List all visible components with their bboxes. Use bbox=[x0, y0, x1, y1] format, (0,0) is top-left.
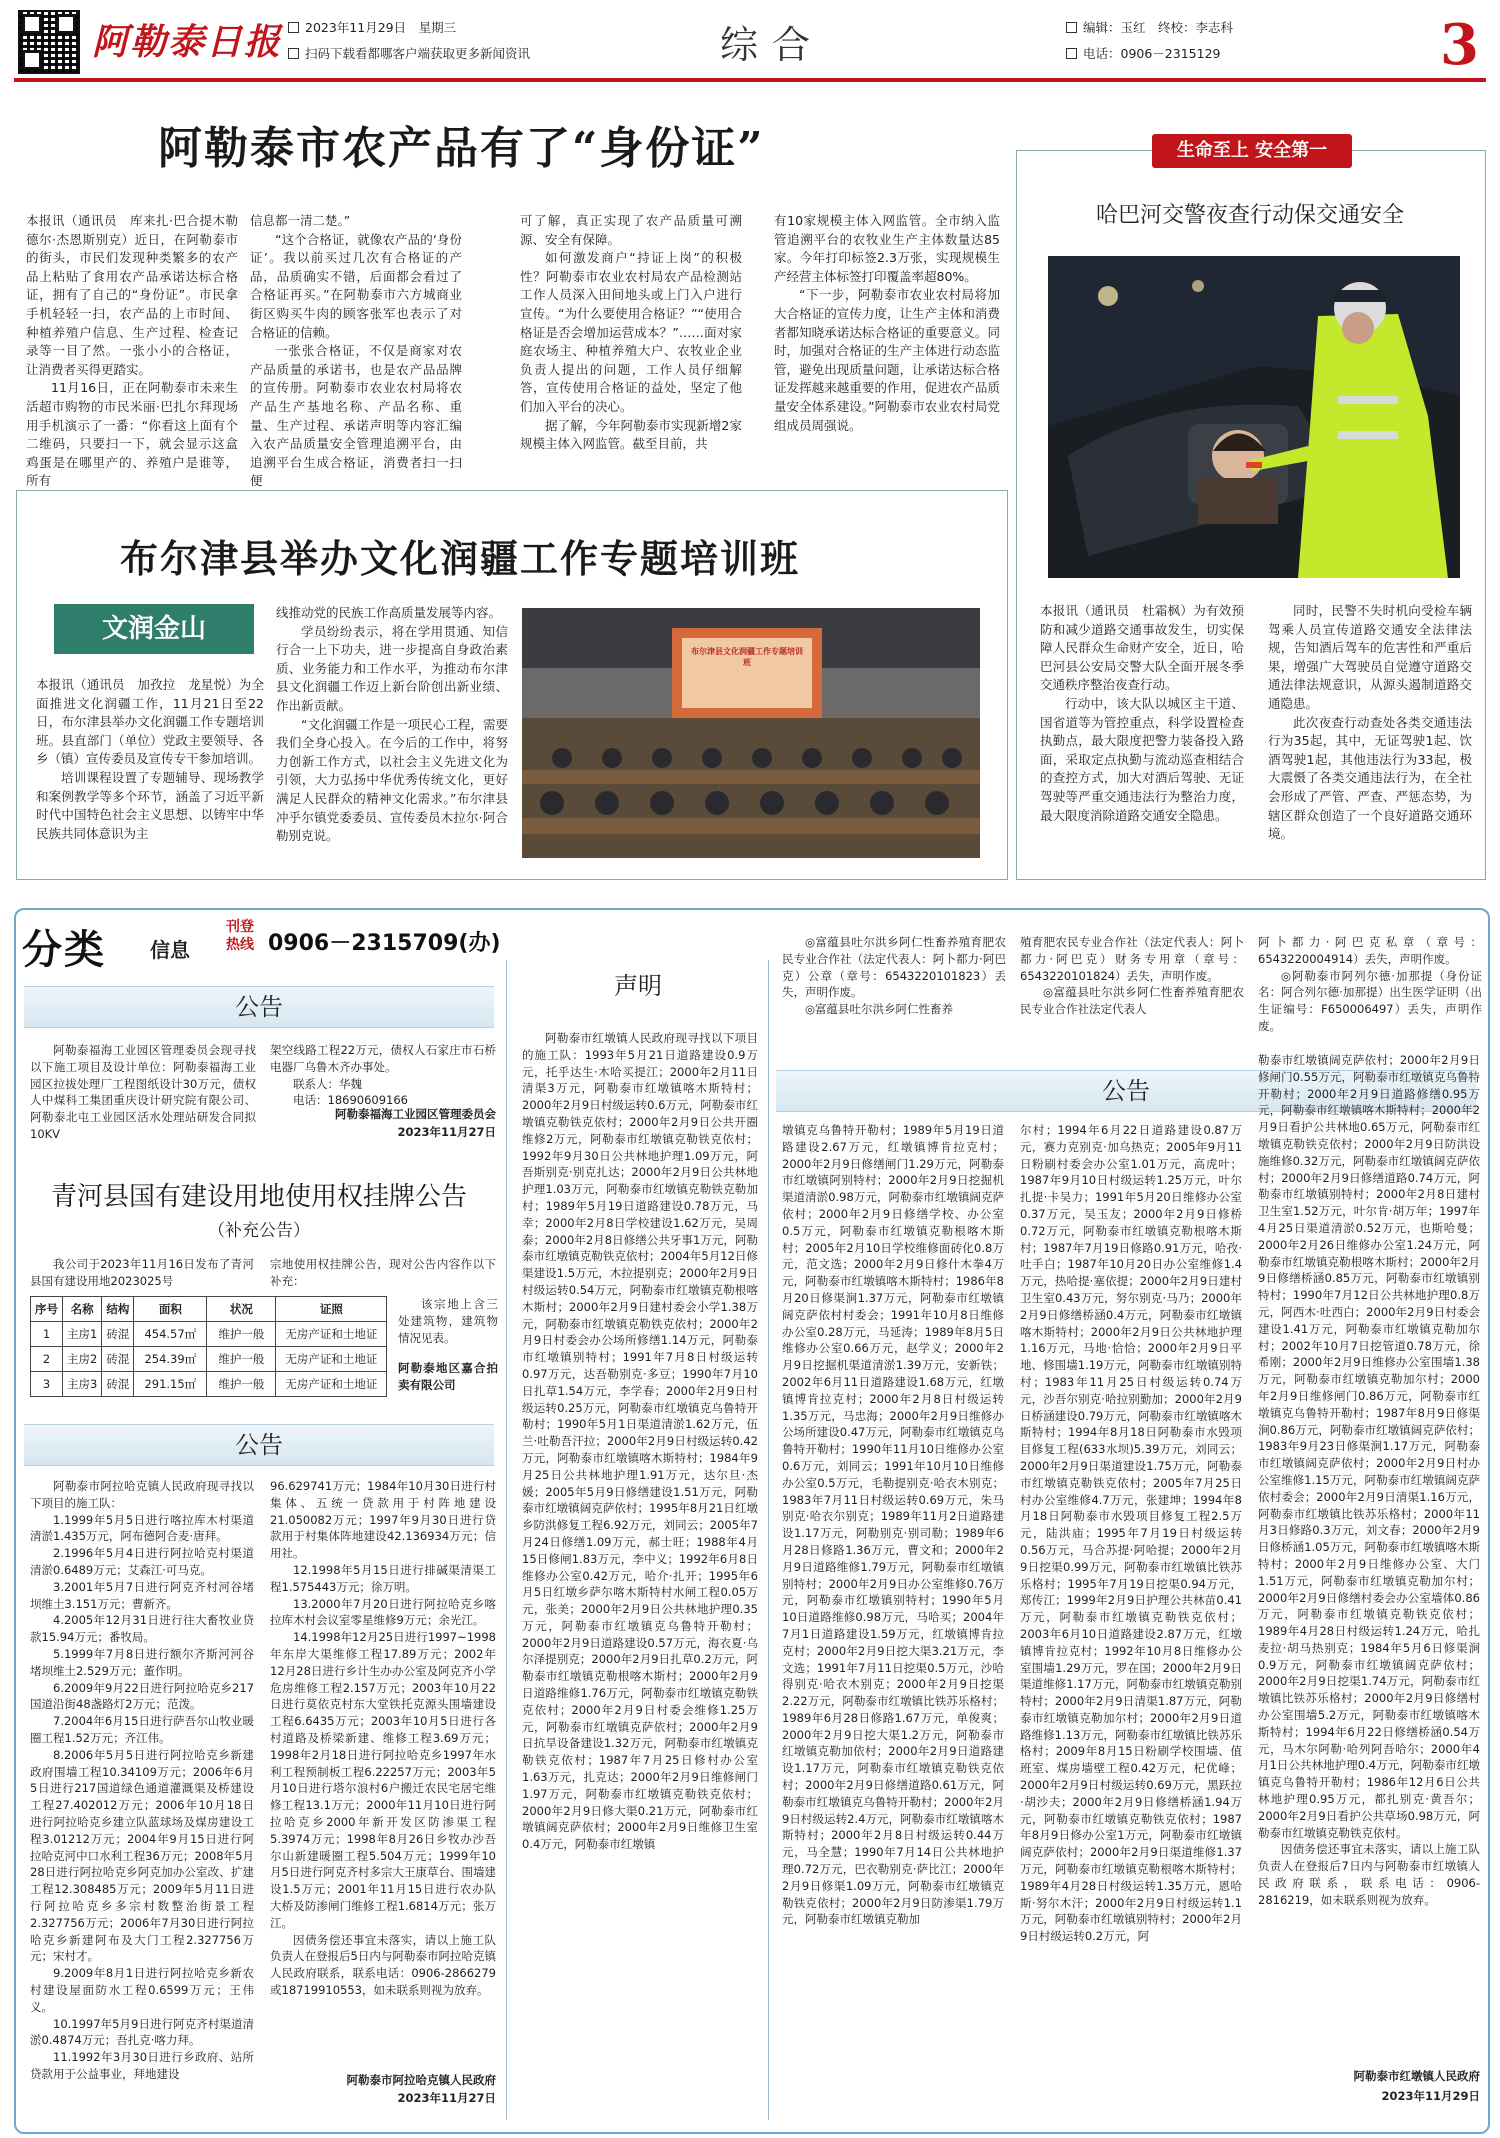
traffic-police-photo bbox=[1048, 256, 1460, 578]
newspaper-logo: 阿勒泰日报 bbox=[92, 21, 283, 63]
page-number: 3 bbox=[1440, 12, 1479, 78]
article1-headline: 阿勒泰市农产品有了“身份证” bbox=[158, 123, 765, 174]
statement-banner: 声明 bbox=[614, 972, 662, 1000]
column-badge: 文润金山 bbox=[54, 604, 254, 654]
table-header: 面积 bbox=[134, 1297, 207, 1322]
tender-subtitle: （补充公告） bbox=[208, 1221, 310, 1241]
tender-title: 青河县国有建设用地使用权挂牌公告 bbox=[50, 1182, 467, 1212]
article1-col2: 信息都一清二楚。” “这个合格证，就像农产品的‘身份证’。我以前买过几次有合格证的产品，品质确实不错，后面都会看过了合格证再买。”在阿勒泰市六方城商业街区购买牛肉的顾客张军也表示了对合格证的信赖。 一张张合格证，不仅是商家对农产品质量的承诺书，也是农产品品牌的宣传册。阿勒泰市农业农村局将农产品生产基地名称、产品名称、重量、生产过程、承诺声明等内容汇编入农产品质量安全管理追溯平台，由追溯平台生成合格证，消费者扫一扫便 bbox=[250, 213, 462, 489]
section-name: 综合 bbox=[720, 23, 825, 67]
sidebar-tag: 生命至上 安全第一 bbox=[1152, 134, 1352, 168]
table-row: 1 主房1 砖混 454.57㎡ 维护一般 无房产证和土地证 bbox=[31, 1322, 387, 1347]
sidebar-title: 哈巴河交警夜查行动保交通安全 bbox=[1095, 203, 1404, 228]
masthead-rule bbox=[14, 78, 1486, 82]
phone-line: 电话：0906－2315129 bbox=[1066, 44, 1220, 62]
article2-col2: 线推动党的民族工作高质量发展等内容。 学员纷纷表示，将在学用贯通、知信行合一上下功夫，进一步提高自身政治素质、业务能力和工作水平，为推动布尔津县文化润疆工作迈上新台阶创出新业绩、作出新贡献。 “文化润疆工作是一项民心工程，需要我们全身心投入。在今后的工作中，将努力创新工作方式，以社会主义先进文化为引领，大力弘扬中华优秀传统文化，更好满足人民群众的精神文化需求。”布尔津县冲乎尔镇党委委员、宣传委员木拉尔·阿合勒别克说。 bbox=[276, 605, 508, 844]
tender-signer: 阿勒泰地区嘉合拍卖有限公司 bbox=[398, 1361, 498, 1392]
notice1-col1: 阿勒泰福海工业园区管理委员会现寻找以下施工项目及设计单位：阿勒泰福海工业园区拉拔处理厂工程图纸设计30万元，债权人中煤科工集团重庆设计研究院有限公司、阿勒泰北屯工业园区活水处理站研发合同拟10KV bbox=[30, 1043, 256, 1141]
article2-headline: 布尔津县举办文化润疆工作专题培训班 bbox=[120, 536, 801, 581]
classified-subheading: 信息 bbox=[150, 938, 190, 962]
land-table bbox=[30, 1296, 387, 1397]
checkbox-icon bbox=[1066, 22, 1077, 33]
screen-text: 布尔津县文化润疆工作专题培训班 bbox=[691, 647, 803, 667]
notice3-col3: 勒泰市红墩镇阔克萨依村；2000年2月9日修闸门0.55万元，阿勒泰市红墩镇克乌鲁特开勒村；2000年2月9日道路修缮0.95万元，阿勒泰市红墩镇喀木斯特村；2000年2月9日看护公共林地0.65万元，阿勒泰市红墩镇克勒铁克依村；2000年2月9日防洪设施维修0.32万元，阿勒泰市红墩镇阔克萨依村；2000年2月9日修缮道路0.74万元，阿勒泰市红墩镇别特村；2000年2月8日建村卫生室1.52万元，叶尔肯·胡万年；1997年4月25日渠道清淤0.52万元，也斯哈曼；2000年2月26日维修办公室1.24万元，阿勒泰市红墩镇克勒根喀木斯村；2000年2月9日修缮桥涵0.85万元，阿勒泰市红墩镇别特村；1990年7月12日公共林地护理0.8万元，阿西木·吐西白；2000年2月9日村委会建设1.41万元，阿勒泰市红墩镇克勒加尔村；2002年10月7日挖管道0.78万元，徐希刚；2000年2月9日维修办公室围墙1.38万元，阿勒泰市红墩镇克勒加尔村；2000年2月9日维修闸门0.86万元，阿勒泰市红墩镇克乌鲁特开勒村；1987年8月9日修渠涧0.86万元，阿勒泰市红墩镇阔克萨依村；1983年9月23日修渠涧1.17万元，阿勒泰市红墩镇阔克萨依村；2000年2月9日村办公室维修1.15万元，阿勒泰市红墩镇阔克萨依村委会；2000年2月9日清渠1.16万元，阿勒泰市红墩镇比铁苏乐格村；2000年11月3日修路0.3万元，刘文春；2000年2月9日修桥涵1.05万元，阿勒泰市红墩镇喀木斯特村；2000年2月9日维修办公室、大门1.51万元，阿勒泰市红墩镇克勒加尔村；2000年2月9日修缮村委会办公室墙体0.86万元，阿勒泰市红墩镇克勒铁克依村；1989年4月28日村级运转1.24万元，哈扎麦拉·胡马热别克；1984年5月6日修渠涧0.9万元，阿勒泰市红墩镇阔克萨依村；2000年2月9日挖渠1.74万元，阿勒泰市红墩镇比铁苏乐格村；2000年2月9日修缮村办公室围墙5.2万元，阿勒泰市红墩镇喀木斯特村；1994年6月22日修缮桥涵0.54万元，马木尔阿勒·哈列阿吾哈尔；2000年4月1日公共林地护理0.4万元，阿勒泰市红墩镇克乌鲁特开勒村；1986年12月6日公共林地护理0.95万元，都扎别克·黄吾尔；2000年2月9日看护公共草场0.98万元，阿勒泰市红墩镇克勒铁克依村。 因债务偿还事宜未落实，请以上施工队负责人在登报后7日内与阿勒泰市红墩镇人民政府联系，联系电话：0906-2816219，如未联系则视为放弃。 bbox=[1258, 1053, 1480, 1907]
column-rule bbox=[768, 960, 769, 2120]
scan-line: 扫码下载看都哪客户端获取更多新闻资讯 bbox=[288, 44, 530, 62]
checkbox-icon bbox=[1066, 48, 1077, 59]
editor-line: 编辑：玉红 终校：李志科 bbox=[1066, 18, 1233, 36]
table-header: 结构 bbox=[102, 1297, 134, 1322]
qr-code[interactable] bbox=[18, 10, 80, 74]
notice3-col1: 墩镇克乌鲁特开勒村；1989年5月19日道路建设2.67万元，红墩镇博肯拉克村；2000年2月9日修缮闸门1.29万元，阿勒泰市红墩镇阿别特村；2000年2月9日挖掘机渠道清淤0.98万元，阿勒泰市红墩镇阔克萨依村；2000年2月9日修缮学校、办公室0.5万元，阿勒泰市红墩镇克勒根喀木斯村；2005年2月10日学校维修面砖化0.8万元，范文选；2000年2月9日修什木拳4万元，阿勒泰市红墩镇喀木斯特村；1986年8月20日修渠涧1.37万元，阿勒泰市红墩镇阔克萨依村村委会；1991年10月8日维修办公室0.28万元，马延涛；1989年8月5日维修办公室0.66万元，赵学义；2000年2月9日挖掘机渠道清淤1.39万元，安新铁；2002年6月11日道路建设1.68万元，红墩镇博肯拉克村；2000年2月8日村级运转1.35万元，马忠海；2000年2月9日维修办公场所建设0.47万元，阿勒泰市红墩镇克乌鲁特开勒村；1990年11月10日维修办公室0.6万元，刘同云；1991年10月10日维修办公室0.5万元，毛勒提别克·哈衣木别克；1983年7月11日村级运转0.69万元，朱马别克·哈衣尔别克；1989年11月2日道路建设1.17万元，阿勒别克·别司勒；1989年6月28日修路1.36万元，曹文和；2000年2月9日道路维修1.79万元，阿勒泰市红墩镇别特村；2000年2月9日办公室维修0.76万元，阿勒泰市红墩镇别特村；1990年5月10日道路维修0.98万元，马哈买；2004年7月1日道路建设1.59万元，红墩镇博肯拉克村；2000年2月9日挖大渠3.21万元，李文选；1991年7月11日挖渠0.5万元，沙哈得别克·哈衣木别克；2000年2月9日挖渠2.22万元，阿勒泰市红墩镇比铁苏乐格村；1989年6月28日修路1.67万元，单俊爽；2000年2月9日挖大渠1.2万元，阿勒泰市红墩镇克勒加依村；2000年2月9日道路建设1.17万元，阿勒泰市红墩镇克勒铁克依村；2000年2月9日修缮道路0.61万元，阿勒泰市红墩镇克乌鲁特开勒村；2000年2月9日村级运转2.4万元，阿勒泰市红墩镇喀木斯特村；2000年2月8日村级运转0.44万元，马全慧；1990年7月14日公共林地护理0.72万元，巴衣勒别克·萨比江；2000年2月9日修渠1.09万元，阿勒泰市红墩镇克勒铁克依村；2000年2月9日防渗渠1.79万元，阿勒泰市红墩镇克勒加 bbox=[782, 1123, 1004, 1927]
tender-intro-right: 宗地使用权挂牌公告，现对公告内容作以下补充： bbox=[270, 1257, 496, 1288]
notice2-date: 2023年11月27日 bbox=[397, 2091, 496, 2105]
tender-note: 该宗地上含三处建筑物，建筑物情况见表。 bbox=[398, 1297, 498, 1345]
table-header: 状况 bbox=[207, 1297, 276, 1322]
classified-heading: 分类 bbox=[22, 927, 106, 973]
statement-col4: 阿卜都力·阿巴克私章（章号：6543220004914）丢失，声明作废。 ◎阿勒泰市阿列尔德·加那提（身份证名：阿合列尔德·加那提）出生医学证明（出生证编号：F650006497）丢失，声明作废。 bbox=[1258, 935, 1482, 1033]
notice1-col2: 架空线路工程22万元，债权人石家庄市石桥电器厂乌鲁木齐办事处。 联系人：华魏 电话：18690609166 bbox=[270, 1043, 496, 1108]
checkbox-icon bbox=[288, 48, 299, 59]
article2-col1: 本报讯（通讯员 加孜拉 龙星悦）为全面推进文化润疆工作，11月21日至22日，布尔津县举办文化润疆工作专题培训班。县直部门（单位）党政主要领导、各乡（镇）宣传委员及宣传专干参加培训。 培训课程设置了专题辅导、现场教学和案例教学等多个环节，涵盖了习近平新时代中国特色社会主义思想、以铸牢中华民族共同体意识为主 bbox=[36, 677, 264, 841]
article1-col1: 本报讯（通讯员 库来扎·巴合提木勒德尔·杰恩斯别克）近日，在阿勒泰市的街头，市民们发现种类繁多的农产品上粘贴了食用农产品承诺达标合格证，拥有了自己的“身份证”。市民拿手机轻轻一扫，农产品的上市时间、种植养殖户信息、生产过程、检查记录等一目了然。一张小小的合格证，让消费者买得更踏实。 11月16日，正在阿勒泰市未来生活超市购物的市民米丽·巴扎尔拜现场用手机演示了一番：“你看这上面有个二维码，只要扫一下，就会显示这盒鸡蛋是在哪里产的、养殖户是谁等，所有 bbox=[26, 213, 238, 489]
notice3-col2: 尔村；1994年6月22日道路建设0.87万元，赛力克别克·加乌热克；2005年9月11日粉刷村委会办公室1.01万元，高虎叶；1987年9月10日村级运转1.25万元，叶尔扎提·卡吴力；1991年5月20日维修办公室0.37万元，吴玉友；2000年2月9日修桥0.72万元，阿勒泰市红墩镇克勒根喀木斯村；1987年7月19日修路0.91万元，哈孜·吐手白；1987年10月20日办公室维修1.4万元，热哈提·塞依提；2000年2月9日建村卫生室0.43万元，努尔别克·马乃；2000年2月9日修缮桥涵0.4万元，阿勒泰市红墩镇喀木斯特村；2000年2月9日公共林地护理1.16万元，马地·恰恰；2000年2月9日平地、修围墙1.19万元，阿勒泰市红墩镇别特村；1983年11月25日村级运转0.74万元，沙吾尔别克·哈拉别勤加；2000年2月9日桥涵建设0.79万元，阿勒泰市红墩镇喀木斯特村；1994年8月18日阿勒泰市水毁项目修复工程(633水坝)5.39万元，刘同云；2000年2月9日渠道建设1.75万元，阿勒泰市红墩镇克勒铁克依村；2005年7月25日村办公室维修4.7万元，张建坤；1994年8月18日阿勒泰市水毁项目修复工程2.5万元，陆洪庙；1995年7月19日村级运转0.56万元，马合苏提·阿哈提；2000年2月9日挖渠0.99万元，阿勒泰市红墩镇比铁苏乐格村；1995年7月19日挖渠0.94万元，郑传江；1999年2月9日护理公共林苗0.41万元，阿勒泰市红墩镇克勒铁克依村；2003年6月10日道路建设2.87万元，红墩镇博肯拉克村；1992年10月8日维修办公室围墙1.29万元，罗在国；2000年2月9日渠道维修1.17万元，阿勒泰市红墩镇克勒别特村；2000年2月9日清渠1.87万元，阿勒泰市红墩镇克勒加尔村；2000年2月9日道路维修1.13万元，阿勒泰市红墩镇比铁苏乐格村；2009年8月15日粉刷学校围墙、值班室、煤房墙壁工程0.42万元，杞优峰；2000年2月9日村级运转0.69万元，黑跃拉·胡沙夫；2000年2月9日修缮桥涵1.94万元，阿勒泰市红墩镇克勒铁克依村；1987年8月9日修办公室1万元，阿勒泰市红墩镇阔克萨依村；2000年2月9日渠道维修1.37万元，阿勒泰市红墩镇克勒根喀木斯特村；1989年4月28日村级运转1.35万元，恩哈斯·努尔木汗；2000年2月9日村级运转1.1万元，阿勒泰市红墩镇别特村；2000年2月9日村级运转0.2万元，阿 bbox=[1020, 1123, 1242, 1944]
notice2-signer: 阿勒泰市阿拉哈克镇人民政府 bbox=[346, 2073, 496, 2087]
notice3-signer: 阿勒泰市红墩镇人民政府 bbox=[1353, 2069, 1480, 2083]
notice1-banner: 公告 bbox=[24, 986, 494, 1028]
table-header: 名称 bbox=[63, 1297, 102, 1322]
statement-col2: ◎富蕴县吐尔洪乡阿仁性畜养殖育肥农民专业合作社（法定代表人：阿卜都力·阿巴克）公章（章号：6543220101823）丢失，声明作废。 ◎富蕴县吐尔洪乡阿仁性畜养 bbox=[782, 935, 1006, 1017]
notice2-col1: 阿勒泰市阿拉哈克镇人民政府现寻找以下项目的施工队： 1.1999年5月5日进行喀拉库木村渠道清淤1.435万元，阿布德阿合麦·唐拜。 2.1996年5月4日进行阿拉哈克村渠道清淤0.6489万元；艾森江·可马克。 3.2001年5月7日进行阿克齐村河谷堵坝维土3.151万元；曹新齐。 4.2005年12月31日进行往大畜牧业贷款15.94万元；番牧局。 5.1999年7月8日进行额尔齐斯河河谷堵坝维土2.529万元；董作明。 6.2009年9月22日进行阿拉哈克乡217国道沿街48盏路灯2万元；范泼。 7.2004年6月15日进行萨吾尔山牧业暖圈工程1.52万元；齐江伟。 8.2006年5月5日进行阿拉哈克乡新建政府围墙工程10.34109万元；2006年6月5日进行217国道绿色通道灌溉渠及桥建设工程27.402012万元；2006年10月18日进行阿拉哈克乡建立队蓝球场及煤房建设工程3.01212万元；2004年9月15日进行阿拉哈克河中口水利工程36万元；2008年5月28日进行阿拉哈克乡阿克加办公室改、扩建工程12.308485万元；2009年5月11日进行阿拉哈克乡多宗村数整治街景工程2.327756万元；2006年7月30日进行阿拉哈克乡新建阿布及大门工程2.327756万元；宋村才。 9.2009年8月1日进行阿拉哈克乡新农村建设屋面防水工程0.6599万元；王伟义。 10.1997年5月9日进行阿克齐村渠道清淤0.4874万元；吾扎克·喀力拜。 11.1992年3月30日进行乡政府、站所贷款用于公益事业，拜地建设 bbox=[30, 1479, 254, 2081]
notice1-signer: 阿勒泰福海工业园区管理委员会 bbox=[335, 1107, 496, 1121]
notice3-date: 2023年11月29日 bbox=[1381, 2089, 1480, 2103]
table-header: 序号 bbox=[31, 1297, 63, 1322]
statement-col1: 阿勒泰市红墩镇人民政府现寻找以下项目的施工队：1993年5月21日道路建设0.9万元，托乎达生·木哈买提江；2000年2月11日清渠3万元，阿勒泰市红墩镇喀木斯特村；2000年2月9日村级运转0.6万元，阿勒泰市红墩镇克勒铁克依村；2000年2月9日公共开圈维修2万元，阿勒泰市红墩镇克勒铁克依村；1992年9月30日公共林地护理1.09万元，阿吾斯别克·别克扎达；2000年2月9日公共林地护理1.03万元，阿勒泰市红墩镇克勒铁克勒加村；1989年5月19日道路建设0.78万元，马幸；2000年2月8日学校建设1.62万元，吴周泰；2000年2月8日修缮公共牙事1万元，阿勒泰市红墩镇克勒铁克依村；2004年5月12日修渠建设1.5万元，木拉提别克；2000年2月9日村级运转0.54万元，阿勒泰市红墩镇克勒根喀木斯村；2000年2月9日建村委会小学1.38万元，阿勒泰市红墩镇克勒铁克依村；2000年2月9日村委会办公场所修缮1.14万元，阿勒泰市红墩镇别特村；1991年7月8日村级运转0.97万元，达吾勒别克·多豆；1990年7月10日扎草1.54万元，李学春；2000年2月9日村级运转0.25万元，阿勒泰市红墩镇克乌鲁特开勒村；1990年5月1日渠道清淤1.62万元，伍兰·吐勒吾汗拉；2000年2月9日村级运转0.42万元，阿勒泰市红墩镇喀木斯特村；1984年9月25日公共林地护理1.91万元，达尔旦·杰媛；2005年5月9日修缮建设1.51万元，阿勒泰市红墩镇阔克萨依村；1995年8月21日红墩乡防洪修复工程6.92万元，刘同云；2005年7月24日修缮1.09万元，郝士旺；1988年4月15日修闸1.83万元，李中义；1992年6月8日维修办公室0.42万元，哈介·扎开；1995年6月5日红墩乡萨尔喀木斯特村水闸工程0.05万元，张美；2000年2月9日公共林地护理0.35万元，阿勒泰市红墩镇克乌鲁特开勒村；2000年2月9日道路建设0.57万元，海衣夏·乌尔泽提别克；2000年2月9日扎草0.2万元，阿勒泰市红墩镇克勒根喀木斯村；2000年2月9日道路维修1.76万元，阿勒泰市红墩镇克勒铁克依村；2000年2月9日村委会维修1.25万元，阿勒泰市红墩镇克萨依村；2000年2月9日抗旱设备建设1.32万元，阿勒泰市红墩镇克勒铁克依村；1987年7月25日修村办公室1.63万元，扎克达；2000年2月9日维修闸门1.97万元，阿勒泰市红墩镇克勒铁克依村；2000年2月9日修大渠0.21万元，阿勒泰市红墩镇阔克萨依村；2000年2月9日维修卫生室0.4万元，阿勒泰市红墩镇 bbox=[522, 1031, 758, 1852]
statement-col3: 殖育肥农民专业合作社（法定代表人：阿卜都力·阿巴克）财务专用章（章号：6543220101824）丢失，声明作废。 ◎富蕴县吐尔洪乡阿仁性畜养殖育肥农民专业合作社法定代表人 bbox=[1020, 935, 1244, 1017]
sidebar-col2: 同时，民警不失时机向受检车辆驾乘人员宣传道路交通安全法律法规，告知酒后驾车的危害性和严重后果，增强广大驾驶员自觉遵守道路交通法律法规意识，从源头遏制道路交通隐患。 此次夜查行动查处各类交通违法行为35起，其中，无证驾驶1起、饮酒驾驶1起，其他违法行为33起，极大震慑了各类交通违法行为，在全社会形成了严管、严查、严惩态势，为辖区群众创造了一个良好道路交通环境。 bbox=[1268, 603, 1472, 842]
notice1-date: 2023年11月27日 bbox=[397, 1125, 496, 1139]
article1-col3: 可了解，真正实现了农产品质量可溯源、安全有保障。 如何激发商户“持证上岗”的积极性？阿勒泰市农业农村局农产品检测站工作人员深入田间地头或上门入户进行宣传。“为什么要使用合格证？”“使用合格证是否会增加运营成本？”……面对家庭农场主、种植养殖大户、农牧业企业负责人提出的问题，工作人员仔细解答，宣传使用合格证的益处，坚定了他们加入平台的决心。 据了解，今年阿勒泰市实现新增2家规模主体入网监管。截至目前，共 bbox=[520, 213, 742, 452]
classified-hotline-tag: 刊登 热线 bbox=[226, 919, 254, 953]
table-header: 证照 bbox=[276, 1297, 387, 1322]
table-row: 2 主房2 砖混 254.39㎡ 维护一般 无房产证和土地证 bbox=[31, 1347, 387, 1372]
sidebar-col1: 本报讯（通讯员 杜霜枫）为有效预防和减少道路交通事故发生，切实保障人民群众生命财产安全，近日，哈巴河县公安局交警大队全面开展冬季交通秩序整治夜查行动。 行动中，该大队以城区主干道、国省道等为管控重点，科学设置检查执勤点，最大限度把警力装备投入路面，采取定点执勤与流动巡查相结合的查控方式，加大对酒后驾驶、无证驾驶等严重交通违法行为整治力度，最大限度消除道路交通安全隐患。 bbox=[1040, 603, 1244, 823]
article1-col4: 有10家规模主体入网监管。全市纳入监管追溯平台的农牧业生产主体数量达85家。今年打印标签2.3万张，实现规模生产经营主体标签打印覆盖率超80%。 “下一步，阿勒泰市农业农村局将加大合格证的宣传力度，让生产主体和消费者都知晓承诺达标合格证的重要意义。同时，加强对合格证的生产主体进行动态监管，避免出现质量问题，让承诺达标合格证发挥越来越重要的作用，促进农产品质量安全体系建设。”阿勒泰市农业农村局党组成员周强说。 bbox=[774, 213, 1000, 433]
column-rule bbox=[506, 960, 507, 2120]
date-line: 2023年11月29日 星期三 bbox=[288, 18, 456, 36]
checkbox-icon bbox=[288, 22, 299, 33]
table-row: 3 主房3 砖混 291.15㎡ 维护一般 无房产证和土地证 bbox=[31, 1372, 387, 1397]
training-session-photo bbox=[522, 608, 980, 858]
classified-phone: 0906－2315709(办) bbox=[268, 931, 501, 956]
notice2-col2: 96.629741万元；1984年10月30日进行村集体、五统一贷款用于村阵地建设21.050082万元；1997年9月30日进行贷款用于村集体阵地建设42.136934万元；信用社。 12.1998年5月15日进行排碱渠清渠工程1.575443万元；徐万明。 13.2000年7月20日进行阿拉哈克乡喀拉库木村会议室零星维修9万元；余光江。 14.1998年12月25日进行1997~1998年东岸大渠维修工程17.89万元；2002年12月28日进行乡计生办办公室及阿克齐小学危房维修工程2.157万元；2003年10月22日进行莫依克村东大堂铁托克源头围墙建设工程6.6435万元；2003年10月5日进行各村道路及桥梁新建、维修工程3.69万元；1998年2月18日进行阿拉哈克乡1997年水利工程预制板工程6.22257万元；2003年5月10日进行塔尔浪村6户搬迁农民宅居宅维修工程13.1万元；2000年11月10日进行阿拉哈克乡2000年新开发区防渗渠工程5.3974万元；1998年8月26日乡牧办沙吾尔山新建暖圈工程5.504万元；1999年10月5日进行阿克齐村多宗大王康草台、围墙建设1.5万元；2001年11月15日进行农办队大桥及防渗闸门维修工程1.6814万元；张万江。 因债务偿还事宜未落实，请以上施工队负责人在登报后5日内与阿勒泰市阿拉哈克镇人民政府联系，联系电话：0906-2866279或18719910553，如未联系则视为放弃。 bbox=[270, 1479, 496, 1997]
notice2-banner: 公告 bbox=[24, 1424, 494, 1466]
notice3-banner: 公告 bbox=[776, 1070, 1476, 1112]
tender-intro-left: 我公司于2023年11月16日发布了青河县国有建设用地2023025号 bbox=[30, 1257, 254, 1288]
